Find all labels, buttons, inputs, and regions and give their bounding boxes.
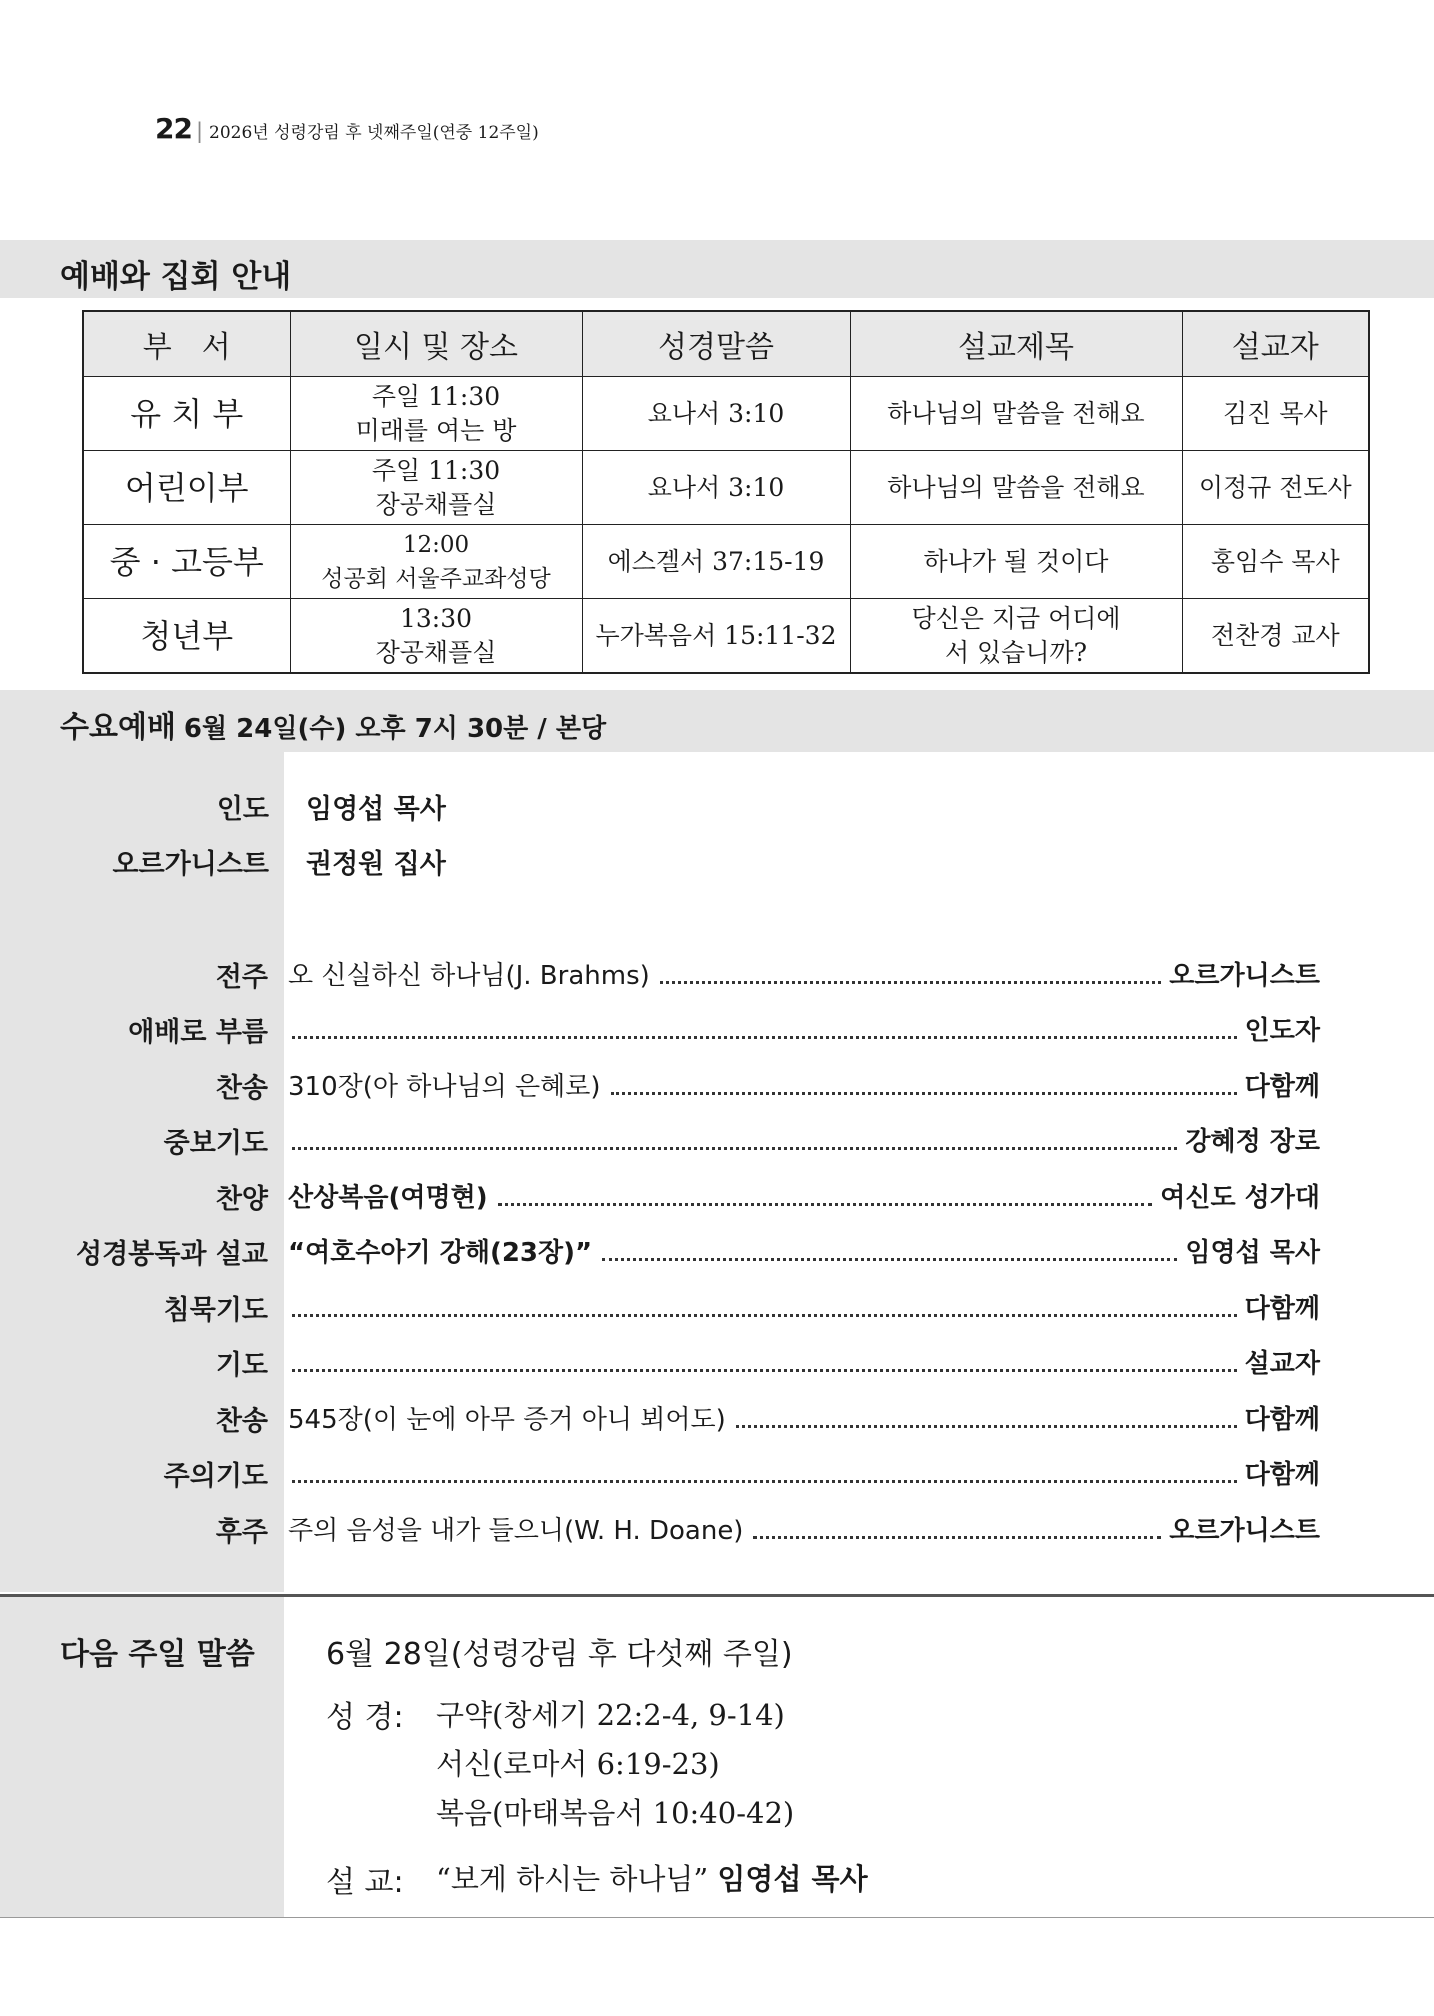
table-row	[83, 599, 1369, 674]
page-number: 22	[155, 112, 192, 145]
officer-name: 권정원 집사	[306, 849, 446, 880]
dot-leader	[611, 1092, 1237, 1095]
order-label: 후주	[215, 1517, 268, 1548]
order-label: 주의기도	[163, 1461, 268, 1492]
order-person: 다함께	[1244, 1294, 1320, 1324]
schedule-section-bar	[0, 240, 1434, 298]
order-person: 다함께	[1244, 1405, 1320, 1435]
sermon-preacher: 임영섭 목사	[717, 1862, 868, 1896]
sermon-label: 설 교:	[326, 1865, 404, 1900]
officer-name: 임영섭 목사	[306, 794, 446, 825]
place-text: 미래를 여는 방	[355, 415, 517, 445]
order-person: 임영섭 목사	[1185, 1238, 1320, 1268]
column-header-dept: 부 서	[83, 311, 290, 377]
column-header-scripture: 성경말씀	[582, 311, 850, 377]
table-row	[83, 525, 1369, 599]
schedule-table	[82, 310, 1370, 674]
order-title: 산상복음(여명현)	[288, 1183, 488, 1213]
time-place-cell	[290, 451, 582, 525]
preacher-cell: 이정규 전도사	[1182, 451, 1369, 525]
sermon-line-2: 서 있습니까?	[944, 637, 1088, 667]
column-header-preacher: 설교자	[1182, 311, 1369, 377]
dot-leader	[292, 1314, 1237, 1317]
place-text: 성공회 서울주교좌성당	[321, 565, 551, 592]
place-text: 장공채플실	[375, 637, 497, 667]
sermon-cell	[850, 599, 1182, 674]
list-item	[0, 1121, 1320, 1161]
dot-leader	[602, 1258, 1177, 1261]
order-person: 오르가니스트	[1169, 1516, 1320, 1546]
order-label: 찬송	[215, 1406, 268, 1437]
dot-leader	[498, 1203, 1153, 1206]
preacher-cell: 전찬경 교사	[1182, 599, 1369, 674]
order-label: 성경봉독과 설교	[76, 1239, 268, 1270]
list-item	[0, 1343, 1320, 1383]
reading-old-testament: 구약(창세기 22:2-4, 9-14)	[436, 1698, 785, 1732]
time-text: 주일 11:30	[371, 381, 501, 411]
sermon-cell: 하나님의 말씀을 전해요	[850, 451, 1182, 525]
header-separator: |	[195, 119, 204, 143]
preacher-cell: 김진 목사	[1182, 377, 1369, 451]
dot-leader	[753, 1536, 1161, 1539]
sermon-cell: 하나님의 말씀을 전해요	[850, 377, 1182, 451]
scripture-label: 성 경:	[326, 1700, 404, 1735]
dept-cell: 어린이부	[83, 451, 290, 525]
order-label: 찬송	[215, 1073, 268, 1104]
list-item	[0, 1177, 1320, 1217]
scripture-cell: 요나서 3:10	[582, 377, 850, 451]
order-title: 주의 음성을 내가 들으니(W. H. Doane)	[288, 1516, 744, 1546]
dot-leader	[292, 1036, 1237, 1039]
page-header	[155, 112, 539, 145]
next-sunday-date: 6월 28일(성령강림 후 다섯째 주일)	[326, 1637, 793, 1672]
dot-leader	[660, 981, 1162, 984]
dept-cell: 청년부	[83, 599, 290, 674]
order-person: 설교자	[1244, 1349, 1320, 1379]
order-person: 오르가니스트	[1169, 961, 1320, 991]
next-sunday-title: 다음 주일 말씀	[60, 1637, 255, 1672]
order-person: 다함께	[1244, 1460, 1320, 1490]
wednesday-title: 수요예배	[60, 710, 176, 745]
list-item	[0, 1232, 1320, 1272]
list-item	[0, 1288, 1320, 1328]
list-item	[0, 1510, 1320, 1550]
wednesday-detail: 6월 24일(수) 오후 7시 30분 / 본당	[183, 714, 607, 744]
table-row	[83, 451, 1369, 525]
time-place-cell	[290, 525, 582, 599]
order-title: 545장(이 눈에 아무 증거 아니 뵈어도)	[288, 1405, 726, 1435]
dot-leader	[292, 1147, 1177, 1150]
scripture-cell: 요나서 3:10	[582, 451, 850, 525]
reading-gospel: 복음(마태복음서 10:40-42)	[436, 1796, 795, 1830]
order-title: “여호수아기 강해(23장)”	[288, 1238, 593, 1268]
header-title: 2026년 성령강림 후 넷째주일(연중 12주일)	[209, 123, 539, 143]
list-item	[0, 1399, 1320, 1439]
wednesday-section-bar	[0, 690, 1434, 752]
time-text: 12:00	[402, 531, 470, 558]
list-item	[0, 1454, 1320, 1494]
scripture-cell: 누가복음서 15:11-32	[582, 599, 850, 674]
column-header-sermon-title: 설교제목	[850, 311, 1182, 377]
sermon-title: “보게 하시는 하나님”	[436, 1862, 709, 1896]
order-label: 중보기도	[163, 1128, 268, 1159]
dept-cell: 중 · 고등부	[83, 525, 290, 599]
table-row	[83, 377, 1369, 451]
order-title: 310장(아 하나님의 은혜로)	[288, 1072, 601, 1102]
time-text: 13:30	[399, 603, 473, 633]
wednesday-section-title	[60, 702, 606, 746]
column-header-time-place: 일시 및 장소	[290, 311, 582, 377]
order-label: 기도	[215, 1350, 268, 1381]
reading-epistle: 서신(로마서 6:19-23)	[436, 1747, 720, 1781]
preacher-cell: 홍임수 목사	[1182, 525, 1369, 599]
order-label: 전주	[215, 962, 268, 993]
scripture-cell: 에스겔서 37:15-19	[582, 525, 850, 599]
officer-role: 오르가니스트	[112, 849, 269, 880]
dot-leader	[292, 1480, 1237, 1483]
order-label: 애배로 부름	[128, 1017, 268, 1048]
list-item	[0, 955, 1320, 995]
place-text: 장공채플실	[375, 489, 497, 519]
order-person: 인도자	[1244, 1016, 1320, 1046]
order-person: 다함께	[1244, 1072, 1320, 1102]
dot-leader	[736, 1425, 1237, 1428]
order-title: 오 신실하신 하나님(J. Brahms)	[288, 961, 650, 991]
time-text: 주일 11:30	[371, 455, 501, 485]
sermon-cell: 하나가 될 것이다	[850, 525, 1182, 599]
sermon-line-1: 당신은 지금 어디에	[911, 603, 1121, 633]
table-header-row	[83, 311, 1369, 377]
schedule-section-title: 예배와 집회 안내	[60, 259, 292, 295]
time-place-cell	[290, 599, 582, 674]
order-label: 침묵기도	[163, 1295, 268, 1326]
list-item	[0, 1010, 1320, 1050]
officer-role: 인도	[216, 794, 269, 825]
bottom-rule	[0, 1917, 1434, 1918]
dept-cell: 유 치 부	[83, 377, 290, 451]
time-place-cell	[290, 377, 582, 451]
order-label: 찬양	[215, 1184, 268, 1215]
sermon-info	[436, 1857, 868, 1898]
dot-leader	[292, 1369, 1237, 1372]
order-person: 강혜정 장로	[1185, 1127, 1320, 1157]
order-person: 여신도 성가대	[1160, 1183, 1320, 1213]
list-item	[0, 1066, 1320, 1106]
